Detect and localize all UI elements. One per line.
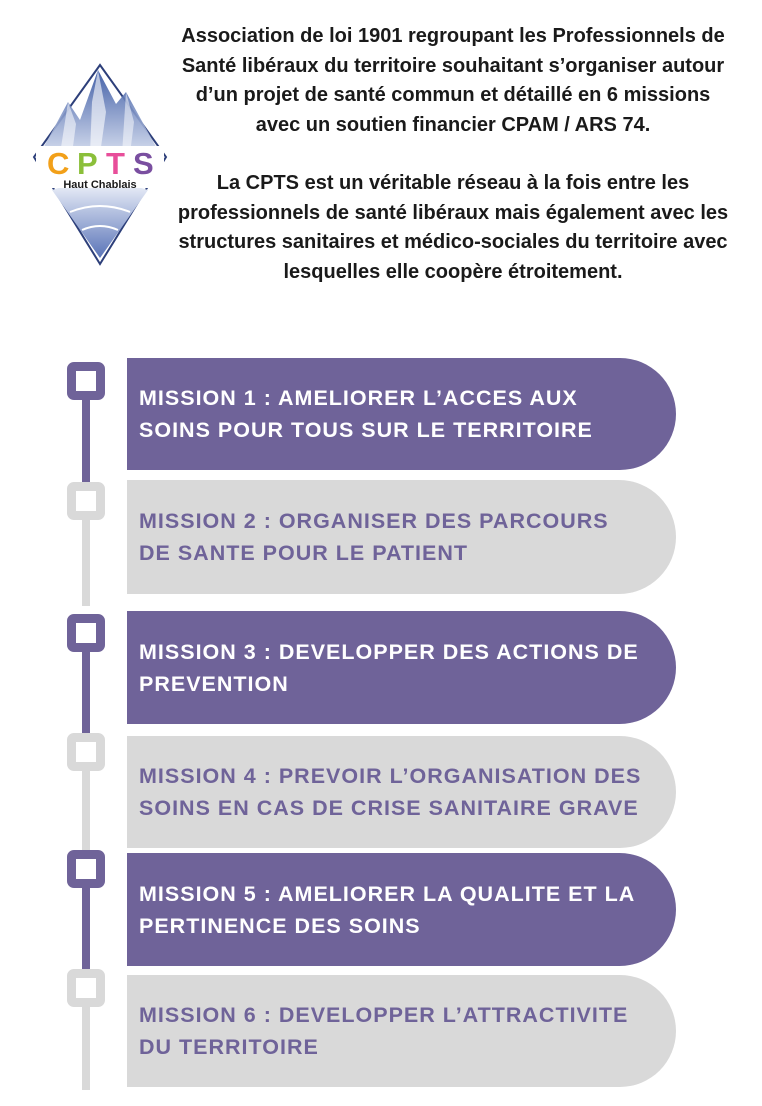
timeline-connector: [82, 644, 90, 740]
timeline-node-2: [67, 482, 105, 520]
mission-card-3: [127, 611, 676, 724]
mission-card-1: [127, 358, 676, 470]
timeline-connector: [82, 392, 90, 482]
logo-subtitle: Haut Chablais: [63, 179, 137, 191]
intro-paragraph-1: Association de loi 1901 regroupant les Professionnels de Santé libéraux du territoire souhaitant s’organiser autour d’un projet de santé commun et détaillé en 6 missions avec un soutien financier CPAM / ARS 74.: [181, 25, 725, 136]
logo-letter: S: [133, 146, 154, 181]
logo-letter: C: [47, 146, 70, 181]
logo-letter: P: [77, 146, 98, 181]
logo-letter: T: [106, 146, 125, 181]
timeline-node-5: [67, 850, 105, 888]
timeline-connector: [82, 760, 90, 850]
timeline-node-4: [67, 733, 105, 771]
mission-card-2: [127, 480, 676, 594]
mission-label: MISSION 4 : PREVOIR L’ORGANISATION DES SOINS EN CAS DE CRISE SANITAIRE GRAVE: [139, 764, 642, 820]
timeline-node-6: [67, 969, 105, 1007]
mission-label: MISSION 3 : DEVELOPPER DES ACTIONS DE PREVENTION: [139, 639, 639, 696]
mission-label: MISSION 6 : DEVELOPPER L’ATTRACTIVITE DU TERRITOIRE: [139, 1003, 629, 1059]
mission-card-5: [127, 853, 676, 966]
mission-card-4: [127, 736, 676, 848]
mission-label: MISSION 5 : AMELIORER LA QUALITE ET LA PERTINENCE DES SOINS: [139, 881, 635, 938]
timeline-node-3: [67, 614, 105, 652]
timeline-connector: [82, 880, 90, 970]
mission-card-6: [127, 975, 676, 1087]
timeline-connector: [82, 996, 90, 1090]
intro-paragraph-2: La CPTS est un véritable réseau à la fois entre les professionnels de santé libéraux mais également avec les structures sanitaires et médico-sociales du territoire avec lesquelles elle coopère étroitement.: [177, 172, 729, 283]
mission-label: MISSION 1 : AMELIORER L’ACCES AUX SOINS POUR TOUS SUR LE TERRITOIRE: [139, 386, 593, 442]
timeline-node-1: [67, 362, 105, 400]
timeline-connector: [82, 506, 90, 606]
mission-label: MISSION 2 : ORGANISER DES PARCOURS DE SANTE POUR LE PATIENT: [139, 509, 609, 565]
